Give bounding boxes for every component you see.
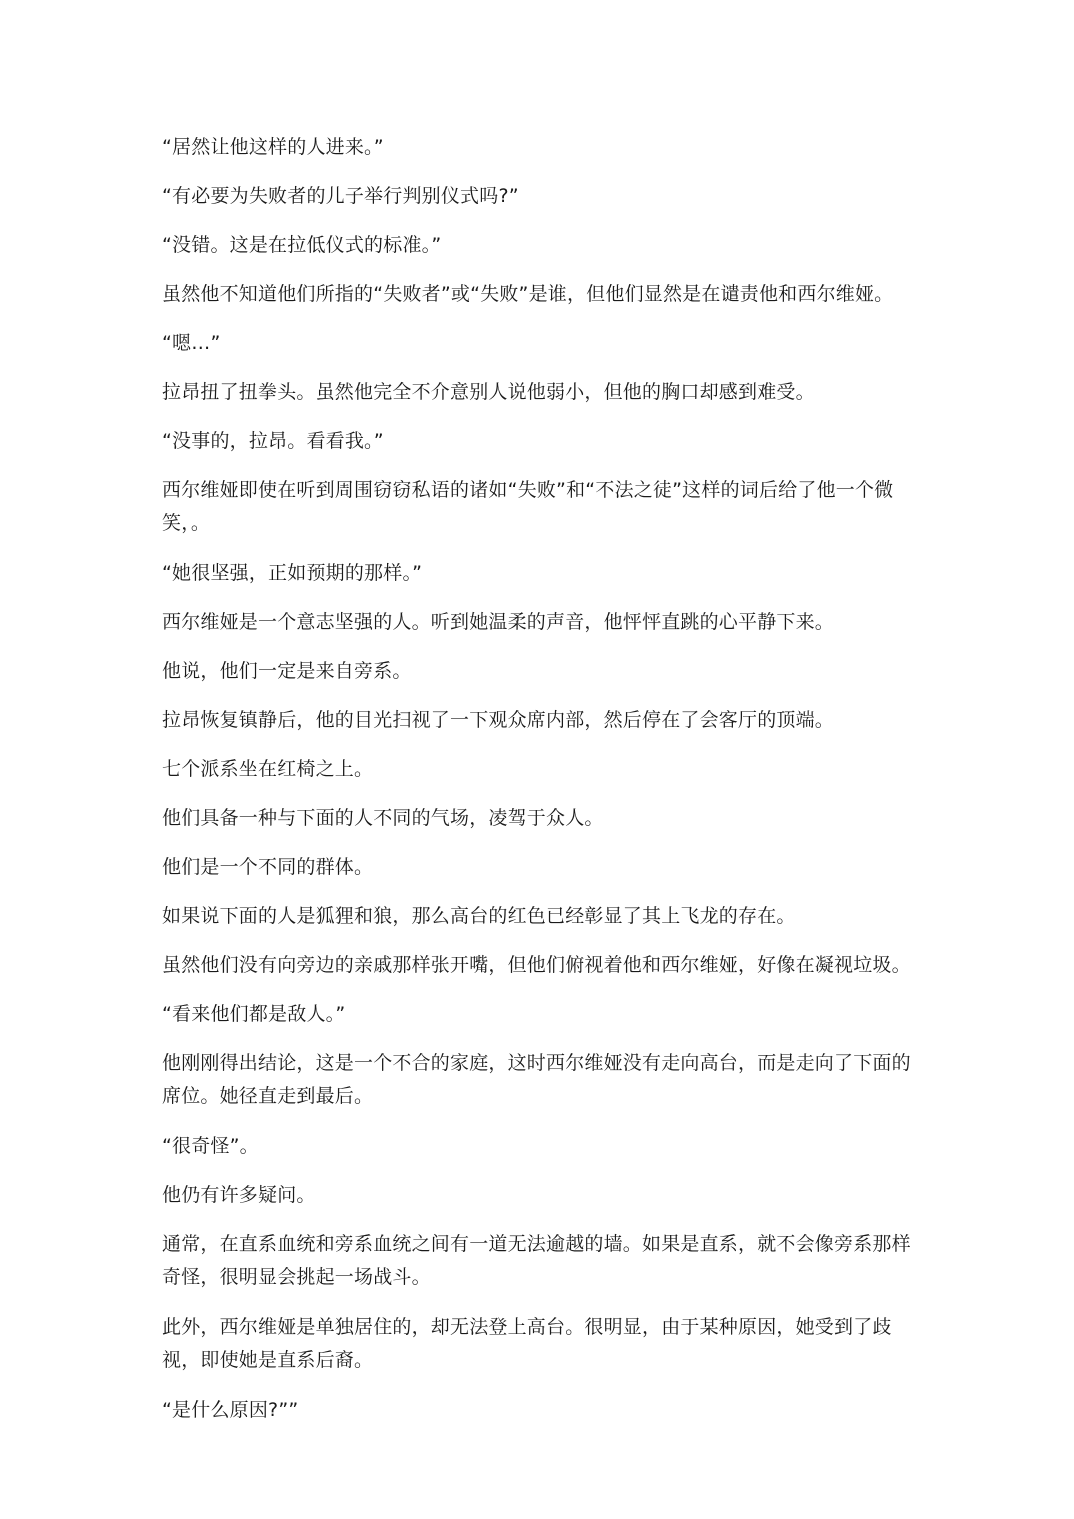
paragraph: “没事的，拉昂。看看我。” [162,430,384,452]
paragraph: 他们是一个不同的群体。 [162,856,374,878]
paragraph: 拉昂扭了扭拳头。虽然他完全不介意别人说他弱小，但他的胸口却感到难受。 [162,381,815,403]
paragraph: 虽然他们没有向旁边的亲戚那样张开嘴，但他们俯视着他和西尔维娅，好像在凝视垃圾。 [162,954,911,976]
paragraph: “看来他们都是敌人。” [162,1003,346,1025]
paragraph: “嗯…” [162,332,221,354]
paragraph: “很奇怪”。 [162,1135,259,1157]
paragraph: 他说，他们一定是来自旁系。 [162,660,412,682]
document-body [162,131,922,1443]
paragraph: 此外，西尔维娅是单独居住的，却无法登上高台。很明显，由于某种原因，她受到了歧视，即使她是直系后裔。 [162,1316,892,1371]
paragraph: 西尔维娅是一个意志坚强的人。听到她温柔的声音，他怦怦直跳的心平静下来。 [162,611,835,633]
paragraph: 七个派系坐在红椅之上。 [162,758,374,780]
paragraph: “是什么原因?”” [162,1399,299,1421]
paragraph: 如果说下面的人是狐狸和狼，那么高台的红色已经彰显了其上飞龙的存在。 [162,905,796,927]
paragraph: “居然让他这样的人进来。” [162,136,384,158]
paragraph: 虽然他不知道他们所指的“失败者”或“失败”是谁，但他们显然是在谴责他和西尔维娅。 [162,283,894,305]
paragraph: “没错。这是在拉低仪式的标准。” [162,234,442,256]
paragraph: “有必要为失败者的儿子举行判别仪式吗?” [162,185,519,207]
paragraph: 他仍有许多疑问。 [162,1184,316,1206]
paragraph: 拉昂恢复镇静后，他的目光扫视了一下观众席内部，然后停在了会客厅的顶端。 [162,709,835,731]
paragraph: 他刚刚得出结论，这是一个不合的家庭，这时西尔维娅没有走向高台，而是走向了下面的席位。她径直走到最后。 [162,1052,911,1107]
paragraph: 通常，在直系血统和旁系血统之间有一道无法逾越的墙。如果是直系，就不会像旁系那样奇怪，很明显会挑起一场战斗。 [162,1233,911,1288]
paragraph: 他们具备一种与下面的人不同的气场，凌驾于众人。 [162,807,604,829]
paragraph: 西尔维娅即使在听到周围窃窃私语的诸如“失败”和“不法之徒”这样的词后给了他一个微笑，。 [162,479,894,534]
paragraph: “她很坚强，正如预期的那样。” [162,562,423,584]
